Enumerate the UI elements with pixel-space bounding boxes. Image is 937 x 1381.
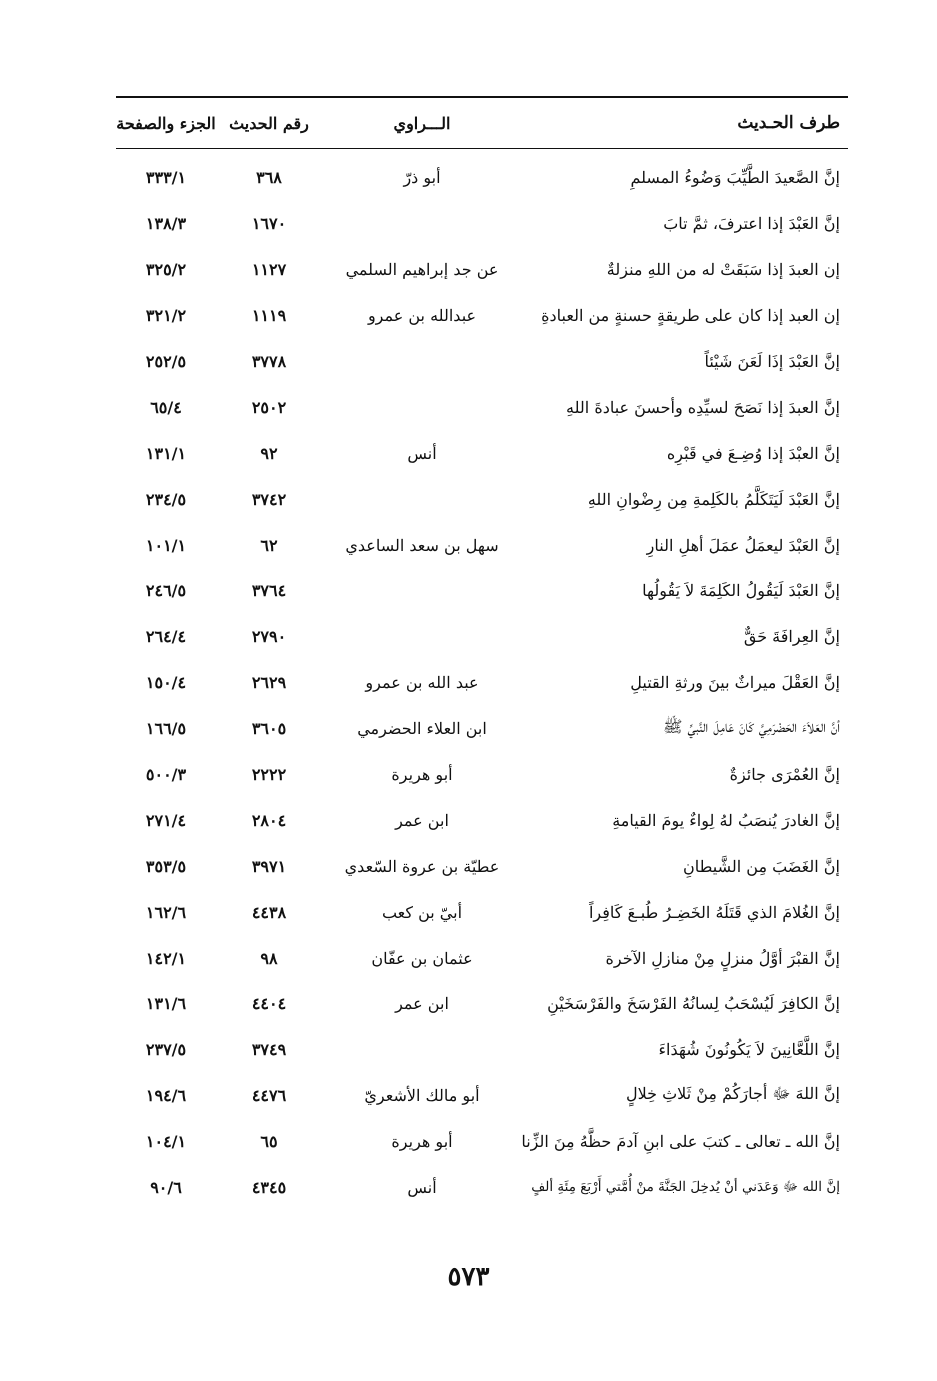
table-row bbox=[116, 293, 848, 339]
hadith-text: إنَّ العَبْدَ إذا اعترفَ، ثمَّ تابَ bbox=[663, 214, 840, 234]
hadith-number: ٩٢ bbox=[260, 443, 278, 463]
narrator: ابن العلاء الحضرمي bbox=[357, 719, 487, 739]
hadith-number: ٦٢ bbox=[260, 535, 278, 555]
hadith-number: ٣٦٨ bbox=[256, 168, 282, 188]
header-number: رقم الحديث bbox=[229, 113, 309, 133]
hadith-text: إنَّ العبْدَ إذا وُضِـعَ في قَبْرِه bbox=[666, 443, 840, 463]
volume-page: ١٤٢/١ bbox=[145, 948, 187, 968]
hadith-text: إنَّ الله ـ تعالى ـ كتبَ على ابنِ آدمَ حظَّهُ مِنَ الزِّنا bbox=[521, 1132, 840, 1152]
volume-page: ٦٥/٤ bbox=[150, 397, 182, 417]
volume-page: ١٣١/٦ bbox=[145, 994, 187, 1014]
table-row bbox=[116, 1119, 848, 1165]
hadith-number: ١٦٧٠ bbox=[251, 214, 287, 234]
narrator: أبيّ بن كعب bbox=[381, 902, 463, 922]
hadith-number: ٤٣٤٥ bbox=[251, 1178, 287, 1198]
hadith-text: إنَّ اللهَ ﷻ أجارَكُمْ مِنْ ثَلاثِ خِلالٍ bbox=[625, 1084, 840, 1104]
narrator: أبو مالك الأشعريّ bbox=[364, 1086, 480, 1106]
hadith-text: إنَّ الصَّعيدَ الطَّيِّبَ وَضُوءُ المسلمِ bbox=[630, 168, 840, 188]
hadith-text: إنَّ العبدَ إذا نَصَحَ لسيِّدِه وأحسنَ عبادةَ اللهِ bbox=[566, 397, 840, 417]
volume-page: ٢٦٤/٤ bbox=[145, 627, 187, 647]
volume-page: ٣٥٣/٥ bbox=[145, 856, 187, 876]
hadith-text: أنَّ العَلاَءَ الحَضْرَمِيَّ كَانَ عَامِلَ النَّبيِّ ﷺ bbox=[663, 717, 840, 737]
table-row bbox=[116, 384, 848, 430]
table-body bbox=[116, 149, 848, 1210]
hadith-number: ٣٧٧٨ bbox=[251, 352, 287, 371]
hadith-text: إنَّ العَقْلَ ميراثٌ بينَ ورثةِ القتيلِ bbox=[630, 673, 840, 693]
table-row bbox=[116, 568, 848, 614]
volume-page: ١٣٨/٣ bbox=[145, 214, 187, 234]
hadith-text: إنَّ الله ﷻ وَعَدَني أنْ يُدخِلَ الجَنَّةَ منْ أُمَّتي أَرْبَعَ مِئَةِ ألفٍ bbox=[531, 1178, 840, 1195]
hadith-number: ٣٧٦٤ bbox=[251, 581, 287, 601]
table-row bbox=[116, 614, 848, 660]
hadith-text: إنَّ الكافِرَ لَيُسْحَبُ لِسانُهُ الفَرْسَخَ والفَرْسَخَيْنِ bbox=[547, 994, 840, 1014]
hadith-number: ٢٨٠٤ bbox=[251, 810, 287, 830]
table-row bbox=[116, 889, 848, 935]
narrator: أبو ذرّ bbox=[403, 168, 441, 188]
hadith-number: ٣٧٤٢ bbox=[251, 489, 287, 509]
table-row bbox=[116, 1027, 848, 1073]
hadith-text: إنَّ الغُلامَ الذي قَتَلَهُ الخَضِـرُ طُبـعَ كَافِراً bbox=[588, 902, 840, 922]
volume-page: ١٦٦/٥ bbox=[145, 719, 187, 739]
hadith-number: ٤٤٣٨ bbox=[251, 902, 287, 922]
narrator: أبو هريرة bbox=[391, 765, 453, 785]
narrator: أنس bbox=[407, 443, 437, 463]
narrator: أبو هريرة bbox=[391, 1132, 453, 1152]
hadith-text: إن العبدَ إذا سَبَقَتْ له من اللهِ منزلةٌ bbox=[606, 260, 840, 280]
table-row bbox=[116, 155, 848, 201]
volume-page: ٣٢١/٢ bbox=[145, 306, 187, 326]
hadith-number: ٢٦٢٩ bbox=[251, 673, 287, 693]
table-row bbox=[116, 660, 848, 706]
table-row bbox=[116, 843, 848, 889]
hadith-number: ٣٩٧١ bbox=[251, 856, 287, 876]
hadith-number: ٢٥٠٢ bbox=[251, 397, 287, 417]
table-row bbox=[116, 1165, 848, 1211]
hadith-number: ٢٧٩٠ bbox=[251, 627, 287, 647]
header-rawi: الـــراوي bbox=[393, 113, 451, 133]
hadith-number: ٩٨ bbox=[260, 948, 278, 968]
hadith-number: ٣٦٠٥ bbox=[251, 719, 287, 739]
volume-page: ٢٥٢/٥ bbox=[145, 352, 187, 371]
volume-page: ١٩٤/٦ bbox=[145, 1086, 187, 1106]
volume-page: ١٠١/١ bbox=[145, 535, 187, 555]
hadith-text: إنَّ العَبْدَ إذَا لَعَنَ شَيْئاً bbox=[704, 352, 840, 371]
table-row bbox=[116, 1073, 848, 1119]
hadith-number: ١١٢٧ bbox=[251, 260, 287, 280]
volume-page: ١٥٠/٤ bbox=[145, 673, 187, 693]
volume-page: ٩٠/٦ bbox=[150, 1178, 182, 1198]
narrator: عن جد إبراهيم السلمي bbox=[345, 260, 499, 280]
hadith-number: ١١١٩ bbox=[251, 306, 287, 326]
hadith-text: إنَّ العَبْدَ ليعمَلُ عمَلَ أهلِ النارِ bbox=[646, 535, 840, 555]
volume-page: ٢٧١/٤ bbox=[145, 810, 187, 830]
table-row bbox=[116, 981, 848, 1027]
hadith-text: إنَّ العَبْدَ لَيَتَكَلَّمُ بالكَلِمةِ مِن رِضْوانِ اللهِ bbox=[587, 489, 840, 509]
hadith-text: إنَّ الغَضَبَ مِن الشَّيطانِ bbox=[683, 856, 840, 876]
table-row bbox=[116, 339, 848, 385]
hadith-text: إنَّ العِرافَةَ حَقٌّ bbox=[743, 627, 840, 647]
table-row bbox=[116, 430, 848, 476]
table-row bbox=[116, 797, 848, 843]
volume-page: ٢٤٦/٥ bbox=[145, 581, 187, 601]
table-row bbox=[116, 201, 848, 247]
hadith-text: إنَّ العُمْرَى جائزةٌ bbox=[729, 765, 840, 785]
hadith-number: ٢٢٢٢ bbox=[251, 765, 287, 785]
hadith-text: إن العبد إذا كان على طريقةٍ حسنةٍ من العبادةِ bbox=[541, 306, 840, 326]
table-row bbox=[116, 522, 848, 568]
narrator: عثمان بن عفّان bbox=[371, 948, 473, 968]
table-row bbox=[116, 752, 848, 798]
volume-page: ٢٣٧/٥ bbox=[145, 1040, 187, 1060]
volume-page: ١٣١/١ bbox=[145, 443, 187, 463]
volume-page: ٣٣٣/١ bbox=[145, 168, 187, 188]
table-header bbox=[116, 98, 848, 149]
narrator: سهل بن سعد الساعدي bbox=[345, 535, 499, 555]
page-number: ٥٧٣ bbox=[447, 1262, 490, 1292]
header-hadith: طرف الحـديث bbox=[737, 113, 840, 133]
table-row bbox=[116, 476, 848, 522]
narrator: عبدالله بن عمرو bbox=[367, 306, 477, 326]
header-volume-page: الجزء والصفحة bbox=[116, 113, 216, 133]
narrator: ابن عمر bbox=[395, 810, 449, 830]
table-row bbox=[116, 706, 848, 752]
volume-page: ١٦٢/٦ bbox=[145, 902, 187, 922]
narrator: عطيّة بن عروة السّعدي bbox=[344, 856, 500, 876]
table-row bbox=[116, 247, 848, 293]
volume-page: ٢٣٤/٥ bbox=[145, 489, 187, 509]
hadith-number: ٦٥ bbox=[260, 1132, 278, 1152]
hadith-number: ٣٧٤٩ bbox=[251, 1040, 287, 1060]
volume-page: ١٠٤/١ bbox=[145, 1132, 187, 1152]
hadith-number: ٤٤٠٤ bbox=[251, 994, 287, 1014]
hadith-text: إنَّ العَبْدَ لَيَقُولُ الكَلِمَةَ لاَ يَقُولُها bbox=[642, 581, 840, 601]
narrator: أنس bbox=[407, 1178, 437, 1198]
hadith-number: ٤٤٧٦ bbox=[251, 1086, 287, 1106]
hadith-text: إنَّ القبْرَ أوَّلُ منزلٍ مِنْ منازلِ الآخرة bbox=[605, 948, 840, 968]
volume-page: ٣٢٥/٢ bbox=[145, 260, 187, 280]
table-row bbox=[116, 935, 848, 981]
volume-page: ٥٠٠/٣ bbox=[145, 765, 187, 785]
hadith-index-table bbox=[116, 96, 848, 1210]
narrator: عبد الله بن عمرو bbox=[365, 673, 479, 693]
hadith-text: إنَّ الغادرَ يُنصَبُ لهُ لِواءٌ يومَ القيامةِ bbox=[612, 810, 840, 830]
narrator: ابن عمر bbox=[395, 994, 449, 1014]
hadith-text: إنَّ اللَّعَّانِينَ لاَ يَكُونُونَ شُهَدَاءَ bbox=[658, 1040, 840, 1060]
